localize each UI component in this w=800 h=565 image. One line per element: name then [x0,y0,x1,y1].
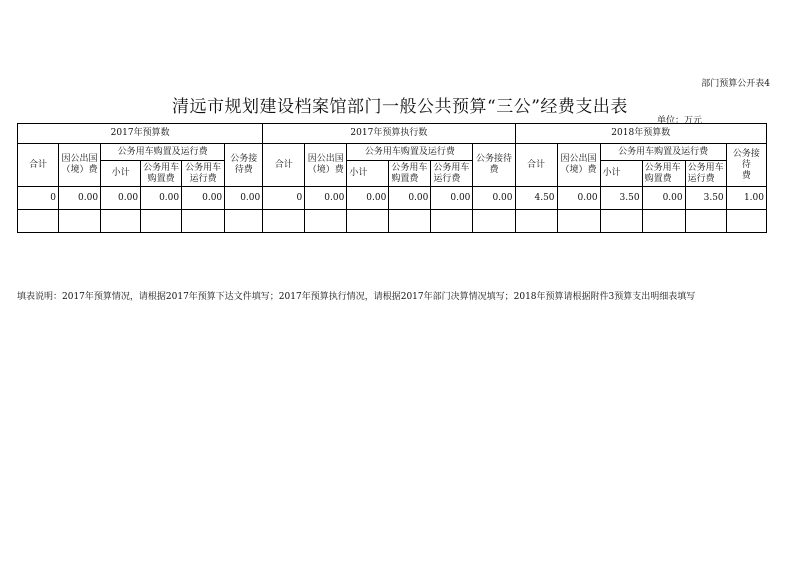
unit-label: 单位：万元 [657,116,703,126]
header-vehicle-purchase: 公务用车 购置费 [642,161,685,187]
header-vehicle-purchase: 公务用车 购置费 [389,161,431,187]
header-vehicle-purchase: 公务用车 购置费 [141,161,182,187]
header-vehicle: 公务用车购置及运行费 [347,144,473,161]
empty-cell [225,210,263,233]
header-overseas: 因公出国 （境）费 [305,144,347,187]
header-vehicle: 公务用车购置及运行费 [600,144,726,161]
column-header-row-2 [18,161,767,187]
header-vehicle-running: 公务用车 运行费 [431,161,473,187]
header-vehicle: 公务用车购置及运行费 [101,144,225,161]
header-subtotal: 小计 [347,161,389,187]
cell-2017-budget-total: 0 [18,187,59,210]
page-title: 清远市规划建设档案馆部门一般公共预算“三公”经费支出表 [172,97,628,117]
empty-cell [347,210,389,233]
empty-cell [59,210,101,233]
header-subtotal: 小计 [600,161,642,187]
header-vehicle-running: 公务用车 运行费 [182,161,225,187]
cell-2018-budget-vehicle-running: 3.50 [685,187,726,210]
group-header-row [18,124,767,144]
fill-instructions: 填表说明：2017年预算情况，请根据2017年预算下达文件填写；2017年预算执行情况，请根据2017年部门决算情况填写；2018年预算请根据附件3预算支出明细表填写 [17,292,696,302]
column-header-row-1 [18,144,767,161]
cell-2017-exec-total: 0 [263,187,305,210]
empty-cell [141,210,182,233]
header-subtotal: 小计 [101,161,141,187]
empty-cell [473,210,515,233]
empty-cell [305,210,347,233]
cell-2018-budget-total: 4.50 [515,187,557,210]
budget-table [17,123,767,233]
cell-2017-exec-overseas: 0.00 [305,187,347,210]
group-2017-execution: 2017年预算执行数 [263,124,515,144]
cell-2018-budget-vehicle-purchase: 0.00 [642,187,685,210]
cell-2017-exec-vehicle-subtotal: 0.00 [347,187,389,210]
cell-2017-exec-vehicle-purchase: 0.00 [389,187,431,210]
cell-2017-budget-overseas: 0.00 [59,187,101,210]
empty-cell [642,210,685,233]
cell-2018-budget-vehicle-subtotal: 3.50 [600,187,642,210]
header-overseas: 因公出国 （境）费 [557,144,600,187]
header-reception: 公务接待 费 [726,144,766,187]
group-2018-budget: 2018年预算数 [515,124,767,144]
empty-cell [685,210,726,233]
empty-cell [600,210,642,233]
empty-cell [101,210,141,233]
table-row [18,187,767,210]
group-2017-budget: 2017年预算数 [18,124,263,144]
header-total: 合计 [263,144,305,187]
cell-2017-exec-vehicle-running: 0.00 [431,187,473,210]
form-number: 部门预算公开表4 [701,79,770,89]
cell-2017-budget-vehicle-running: 0.00 [182,187,225,210]
empty-cell [515,210,557,233]
header-reception: 公务接待 费 [473,144,515,187]
cell-2017-budget-vehicle-purchase: 0.00 [141,187,182,210]
header-overseas: 因公出国 （境）费 [59,144,101,187]
cell-2018-budget-reception: 1.00 [726,187,766,210]
empty-cell [18,210,59,233]
cell-2017-budget-reception: 0.00 [225,187,263,210]
empty-cell [557,210,600,233]
header-vehicle-running: 公务用车 运行费 [685,161,726,187]
cell-2017-budget-vehicle-subtotal: 0.00 [101,187,141,210]
empty-cell [263,210,305,233]
cell-2017-exec-reception: 0.00 [473,187,515,210]
empty-row [18,210,767,233]
header-total: 合计 [515,144,557,187]
header-reception: 公务接 待费 [225,144,263,187]
header-total: 合计 [18,144,59,187]
empty-cell [431,210,473,233]
empty-cell [182,210,225,233]
empty-cell [726,210,766,233]
cell-2018-budget-overseas: 0.00 [557,187,600,210]
empty-cell [389,210,431,233]
